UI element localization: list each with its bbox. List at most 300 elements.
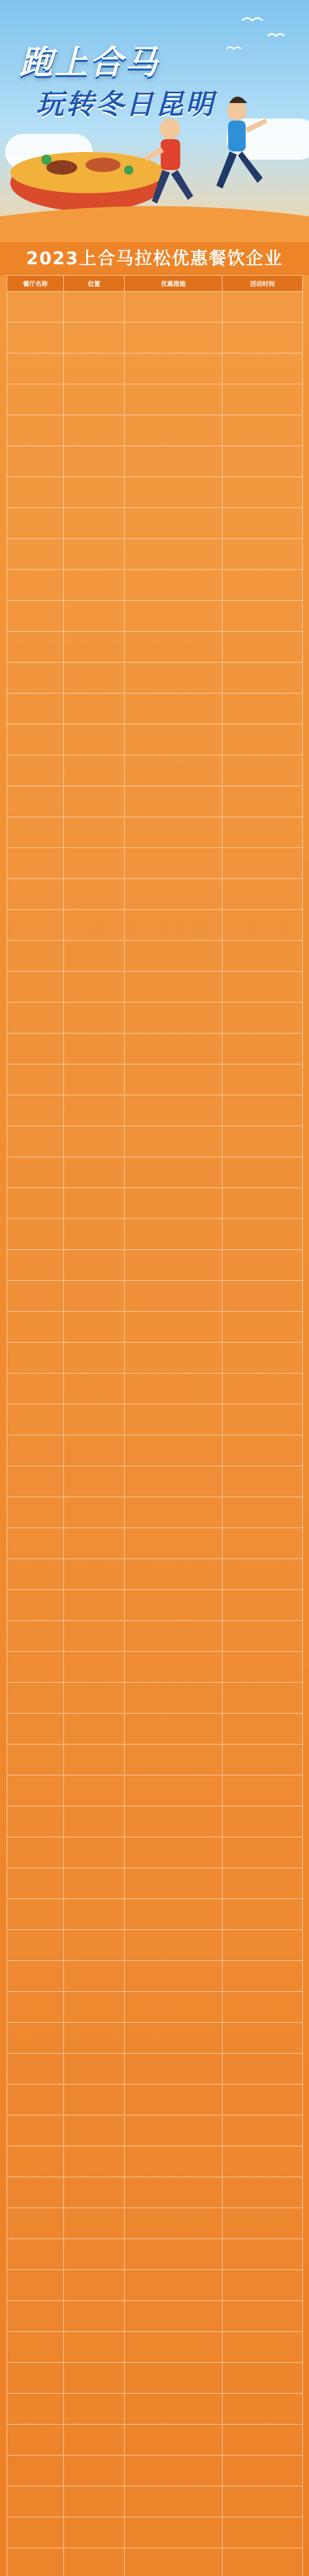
table-cell <box>125 1621 222 1652</box>
bird-icon <box>268 34 284 36</box>
table-row <box>7 910 303 941</box>
table-cell <box>64 1590 125 1621</box>
table-cell <box>7 2301 64 2332</box>
table-cell <box>222 2301 303 2332</box>
table-cell <box>7 632 64 663</box>
table-row <box>7 1930 303 1961</box>
table-cell <box>7 1281 64 1312</box>
table-cell <box>125 2270 222 2301</box>
table-cell <box>7 2486 64 2517</box>
table-cell <box>222 2177 303 2208</box>
table-row <box>7 1033 303 1064</box>
table-cell <box>64 941 125 972</box>
table-cell <box>7 786 64 817</box>
table-cell <box>222 632 303 663</box>
table-row <box>7 663 303 693</box>
table-cell <box>7 601 64 632</box>
table-cell <box>222 446 303 477</box>
table-cell <box>222 2084 303 2115</box>
table-cell <box>7 1683 64 1714</box>
table-cell <box>222 2023 303 2054</box>
table-row <box>7 1652 303 1683</box>
table-row <box>7 1992 303 2023</box>
table-cell <box>7 724 64 755</box>
table-row <box>7 1806 303 1837</box>
table-cell <box>222 1312 303 1343</box>
table-cell <box>125 2363 222 2394</box>
table-cell <box>7 415 64 446</box>
table-cell <box>64 1219 125 1250</box>
table-cell <box>222 786 303 817</box>
table-cell <box>7 1775 64 1806</box>
table-cell <box>64 1744 125 1775</box>
table-row <box>7 2332 303 2363</box>
table-cell <box>222 415 303 446</box>
table-cell <box>125 2146 222 2177</box>
table-cell <box>7 1188 64 1219</box>
table-row <box>7 353 303 384</box>
table-cell <box>222 1837 303 1868</box>
table-cell <box>7 1837 64 1868</box>
table-cell <box>222 292 303 323</box>
table-cell <box>7 2177 64 2208</box>
table-row <box>7 2517 303 2548</box>
table-cell <box>222 1095 303 1126</box>
table-row <box>7 1590 303 1621</box>
table-cell <box>64 2270 125 2301</box>
table-cell <box>64 508 125 539</box>
table-cell <box>222 2239 303 2270</box>
table-cell <box>222 1775 303 1806</box>
table-cell <box>7 539 64 570</box>
table-cell <box>7 2425 64 2455</box>
table-row <box>7 2239 303 2270</box>
table-cell <box>125 1033 222 1064</box>
table-row <box>7 1188 303 1219</box>
table-cell <box>64 2177 125 2208</box>
table-cell <box>125 601 222 632</box>
table-cell <box>125 1404 222 1435</box>
table-cell <box>222 2425 303 2455</box>
table-row <box>7 2455 303 2486</box>
table-cell <box>222 1497 303 1528</box>
table-row <box>7 2363 303 2394</box>
table-cell <box>125 1435 222 1466</box>
table-cell <box>125 2332 222 2363</box>
table-cell <box>125 2177 222 2208</box>
table-row <box>7 1714 303 1744</box>
table-cell <box>7 817 64 848</box>
table-cell <box>7 2455 64 2486</box>
table-cell <box>7 1466 64 1497</box>
table-cell <box>222 1435 303 1466</box>
table-row <box>7 508 303 539</box>
table-cell <box>7 1033 64 1064</box>
table-cell <box>222 2394 303 2425</box>
table-cell <box>222 2115 303 2146</box>
table-cell <box>64 1621 125 1652</box>
restaurant-table <box>7 275 303 2576</box>
table-cell <box>125 384 222 415</box>
table-cell <box>64 724 125 755</box>
table-row <box>7 446 303 477</box>
table-cell <box>7 2548 64 2576</box>
table-row <box>7 1497 303 1528</box>
table-cell <box>222 2363 303 2394</box>
table-row <box>7 2301 303 2332</box>
table-cell <box>64 446 125 477</box>
table-cell <box>125 2425 222 2455</box>
table-cell <box>64 2208 125 2239</box>
table-cell <box>7 1961 64 1992</box>
table-cell <box>64 601 125 632</box>
table-cell <box>125 1466 222 1497</box>
table-cell <box>125 2548 222 2576</box>
table-cell <box>64 1868 125 1899</box>
table-row <box>7 2270 303 2301</box>
table-cell <box>125 2486 222 2517</box>
table-cell <box>222 2146 303 2177</box>
table-cell <box>125 1003 222 1033</box>
table-cell <box>222 1033 303 1064</box>
table-cell <box>7 910 64 941</box>
hero-subtitle: 玩转冬日昆明 <box>36 88 215 121</box>
table-cell <box>7 1219 64 1250</box>
table-cell <box>7 508 64 539</box>
table-cell <box>222 910 303 941</box>
table-cell <box>7 1250 64 1281</box>
table-cell <box>64 2517 125 2548</box>
table-cell <box>64 2455 125 2486</box>
table-cell <box>64 1961 125 1992</box>
table-cell <box>64 2146 125 2177</box>
table-row <box>7 1775 303 1806</box>
table-cell <box>222 1590 303 1621</box>
table-cell <box>125 910 222 941</box>
table-cell <box>222 1930 303 1961</box>
table-cell <box>125 1559 222 1590</box>
table-row <box>7 786 303 817</box>
table-cell <box>7 323 64 353</box>
table-cell <box>125 570 222 601</box>
table-row <box>7 1621 303 1652</box>
table-row <box>7 1899 303 1930</box>
table-row <box>7 323 303 353</box>
table-cell <box>222 817 303 848</box>
table-cell <box>7 1868 64 1899</box>
table-cell <box>7 755 64 786</box>
table-cell <box>7 1126 64 1157</box>
table-cell <box>64 2239 125 2270</box>
table-row <box>7 879 303 910</box>
table-cell <box>222 1652 303 1683</box>
table-cell <box>125 724 222 755</box>
table-cell <box>222 848 303 879</box>
table-cell <box>222 570 303 601</box>
table-cell <box>64 2023 125 2054</box>
table-cell <box>7 1930 64 1961</box>
table-row <box>7 2548 303 2576</box>
table-cell <box>125 1497 222 1528</box>
table-cell <box>64 1528 125 1559</box>
table-cell <box>64 2332 125 2363</box>
table-row <box>7 1343 303 1374</box>
runner-woman-icon <box>216 97 267 189</box>
table-cell <box>7 2208 64 2239</box>
table-cell <box>64 1775 125 1806</box>
table-row <box>7 848 303 879</box>
table-cell <box>125 446 222 477</box>
table-cell <box>7 1312 64 1343</box>
table-row <box>7 817 303 848</box>
table-row <box>7 1064 303 1095</box>
table-cell <box>222 972 303 1003</box>
table-cell <box>64 1837 125 1868</box>
table-cell <box>222 724 303 755</box>
bird-icon <box>227 47 241 49</box>
table-cell <box>64 755 125 786</box>
table-row <box>7 2115 303 2146</box>
table-cell <box>7 1590 64 1621</box>
table-row <box>7 724 303 755</box>
table-row <box>7 1281 303 1312</box>
column-header: 餐厅名称 <box>7 276 64 292</box>
table-row <box>7 1374 303 1404</box>
table-cell <box>222 1714 303 1744</box>
table-cell <box>125 1219 222 1250</box>
table-cell <box>125 1064 222 1095</box>
table-cell <box>64 570 125 601</box>
table-cell <box>125 786 222 817</box>
table-cell <box>7 663 64 693</box>
table-cell <box>64 1312 125 1343</box>
table-cell <box>222 879 303 910</box>
table-cell <box>125 1188 222 1219</box>
table-cell <box>64 2054 125 2084</box>
table-cell <box>7 1528 64 1559</box>
table-cell <box>222 323 303 353</box>
table-body <box>7 292 303 2576</box>
table-row <box>7 1219 303 1250</box>
hero-banner <box>0 0 309 242</box>
table-row <box>7 1683 303 1714</box>
table-cell <box>64 415 125 446</box>
table-cell <box>64 2363 125 2394</box>
table-cell <box>222 2517 303 2548</box>
table-row <box>7 539 303 570</box>
table-cell <box>64 817 125 848</box>
table-cell <box>7 1095 64 1126</box>
table-cell <box>222 2208 303 2239</box>
table-cell <box>64 1714 125 1744</box>
table-cell <box>125 2455 222 2486</box>
table-cell <box>222 2486 303 2517</box>
table-cell <box>64 1466 125 1497</box>
table-cell <box>7 1064 64 1095</box>
table-cell <box>64 2486 125 2517</box>
table-cell <box>125 1992 222 2023</box>
table-cell <box>222 1466 303 1497</box>
table-cell <box>64 2115 125 2146</box>
table-cell <box>125 1899 222 1930</box>
table-row <box>7 570 303 601</box>
table-cell <box>7 1621 64 1652</box>
table-row <box>7 941 303 972</box>
table-cell <box>125 1806 222 1837</box>
table-cell <box>125 972 222 1003</box>
table-cell <box>64 2084 125 2115</box>
table-cell <box>125 848 222 879</box>
table-cell <box>64 1992 125 2023</box>
table-cell <box>222 1899 303 1930</box>
table-cell <box>7 879 64 910</box>
table-cell <box>64 1064 125 1095</box>
table-cell <box>64 1559 125 1590</box>
column-header: 位置 <box>64 276 125 292</box>
table-cell <box>222 1188 303 1219</box>
table-cell <box>222 1683 303 1714</box>
table-cell <box>125 1343 222 1374</box>
table-cell <box>7 353 64 384</box>
table-cell <box>125 663 222 693</box>
table-cell <box>125 879 222 910</box>
table-row <box>7 2177 303 2208</box>
table-cell <box>64 693 125 724</box>
table-cell <box>222 2054 303 2084</box>
table-cell <box>64 477 125 508</box>
table-cell <box>125 1374 222 1404</box>
table-row <box>7 2394 303 2425</box>
table-cell <box>222 941 303 972</box>
table-cell <box>125 508 222 539</box>
table-cell <box>7 1374 64 1404</box>
table-row <box>7 477 303 508</box>
table-cell <box>7 2084 64 2115</box>
table-cell <box>125 2301 222 2332</box>
table-row <box>7 1404 303 1435</box>
table-cell <box>222 2548 303 2576</box>
table-cell <box>222 1374 303 1404</box>
table-row <box>7 1559 303 1590</box>
table-cell <box>7 2517 64 2548</box>
table-cell <box>64 879 125 910</box>
table-row <box>7 601 303 632</box>
table-cell <box>7 1404 64 1435</box>
table-cell <box>64 1374 125 1404</box>
table-cell <box>64 1806 125 1837</box>
table-cell <box>222 1250 303 1281</box>
table-cell <box>7 1435 64 1466</box>
table-cell <box>7 2394 64 2425</box>
table-cell <box>64 663 125 693</box>
table-cell <box>222 663 303 693</box>
table-cell <box>125 2208 222 2239</box>
table-cell <box>125 539 222 570</box>
table-cell <box>125 1683 222 1714</box>
table-cell <box>125 1744 222 1775</box>
table-cell <box>7 1157 64 1188</box>
table-cell <box>125 1281 222 1312</box>
table-cell <box>64 1126 125 1157</box>
table-cell <box>64 2548 125 2576</box>
table-cell <box>125 1126 222 1157</box>
table-row <box>7 2084 303 2115</box>
table-cell <box>222 539 303 570</box>
table-cell <box>222 2270 303 2301</box>
table-row <box>7 1250 303 1281</box>
table-cell <box>125 632 222 663</box>
table-row <box>7 755 303 786</box>
table-cell <box>125 1775 222 1806</box>
table-cell <box>7 1899 64 1930</box>
table-row <box>7 384 303 415</box>
table-cell <box>7 2239 64 2270</box>
table-cell <box>125 1250 222 1281</box>
table-row <box>7 1837 303 1868</box>
table-cell <box>64 1095 125 1126</box>
table-cell <box>222 1868 303 1899</box>
table-row <box>7 632 303 663</box>
table-cell <box>222 1219 303 1250</box>
table-cell <box>222 1343 303 1374</box>
table-cell <box>7 570 64 601</box>
table-cell <box>125 693 222 724</box>
table-cell <box>222 2332 303 2363</box>
table-cell <box>125 2023 222 2054</box>
table-cell <box>222 384 303 415</box>
hero-title: 跑上合马 <box>20 44 160 82</box>
table-cell <box>64 848 125 879</box>
table-row <box>7 2023 303 2054</box>
table-cell <box>7 1497 64 1528</box>
table-cell <box>64 1497 125 1528</box>
table-cell <box>222 1621 303 1652</box>
table-cell <box>125 2054 222 2084</box>
table-cell <box>125 1095 222 1126</box>
table-cell <box>64 539 125 570</box>
table-cell <box>64 786 125 817</box>
table-cell <box>222 353 303 384</box>
table-cell <box>125 292 222 323</box>
column-header: 活动时间 <box>222 276 303 292</box>
table-cell <box>64 2394 125 2425</box>
table-cell <box>7 2270 64 2301</box>
table-cell <box>125 1961 222 1992</box>
table-cell <box>222 1961 303 1992</box>
table-cell <box>7 384 64 415</box>
table-row <box>7 1126 303 1157</box>
table-row <box>7 415 303 446</box>
table-row <box>7 1157 303 1188</box>
table-cell <box>64 1652 125 1683</box>
table-row <box>7 2054 303 2084</box>
table-cell <box>7 1559 64 1590</box>
table-cell <box>7 446 64 477</box>
table-row <box>7 972 303 1003</box>
table-cell <box>64 972 125 1003</box>
table-cell <box>64 384 125 415</box>
table-cell <box>125 1930 222 1961</box>
table-cell <box>222 1806 303 1837</box>
table-cell <box>7 1992 64 2023</box>
table-cell <box>222 2455 303 2486</box>
table-cell <box>125 1157 222 1188</box>
table-cell <box>7 1652 64 1683</box>
table-cell <box>222 1064 303 1095</box>
table-cell <box>125 2517 222 2548</box>
table-cell <box>7 2332 64 2363</box>
table-cell <box>125 2115 222 2146</box>
